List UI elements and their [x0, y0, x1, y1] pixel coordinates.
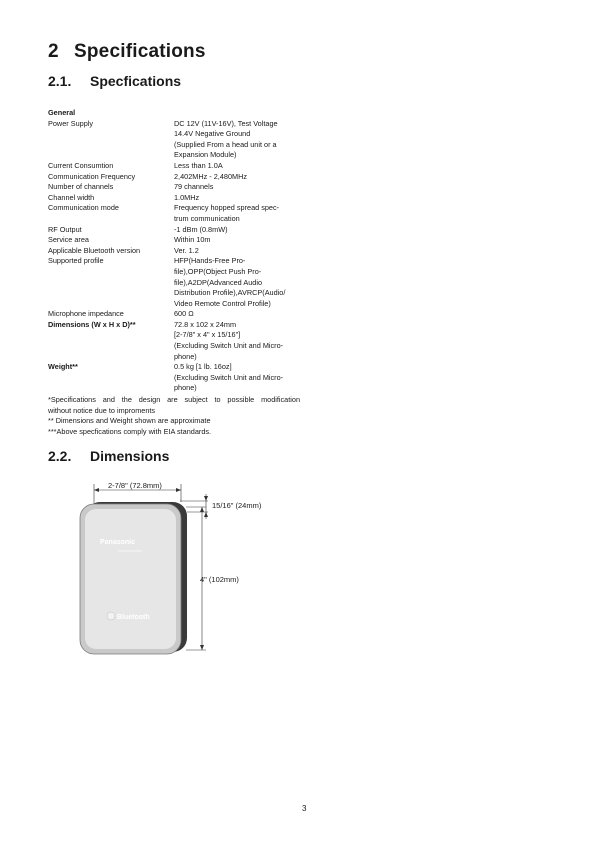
spec-value — [174, 182, 300, 193]
device-illustration — [80, 502, 187, 654]
device-face — [85, 509, 176, 649]
spec-label: Service area — [48, 235, 89, 245]
spec-value — [174, 246, 300, 257]
spec-value-line: Distribution Profile),AVRCP(Audio/ — [174, 288, 286, 298]
spec-label: Number of channels — [48, 182, 114, 192]
section-number: 2.1. — [48, 73, 72, 89]
spec-group-title: General — [48, 108, 76, 117]
spec-value-line: phone) — [174, 383, 197, 393]
spec-value-line: (Excluding Switch Unit and Micro- — [174, 341, 284, 351]
spec-label: RF Output — [48, 224, 82, 234]
spec-row — [48, 309, 300, 320]
spec-value-line: 1.0MHz — [174, 192, 200, 202]
spec-value-line: Less than 1.0A — [174, 160, 223, 170]
spec-value-line: file),OPP(Object Push Pro- — [174, 266, 262, 276]
spec-label: Weight** — [48, 362, 78, 372]
spec-value-line: -1 dBm (0.8mW) — [174, 224, 228, 234]
spec-value-line: file),A2DP(Advanced Audio — [174, 277, 263, 287]
spec-row — [48, 193, 300, 204]
spec-value — [174, 362, 300, 394]
depth-label: 15/16" (24mm) — [212, 501, 262, 510]
bluetooth-logo: Bluetooth — [117, 614, 150, 621]
spec-value — [174, 193, 300, 204]
spec-value-line: 14.4V Negative Ground — [174, 129, 251, 139]
bluetooth-icon — [107, 612, 115, 620]
spec-value — [174, 225, 300, 236]
dimensions-figure — [70, 476, 310, 661]
spec-value-line: trum communication — [174, 213, 240, 223]
spec-note: without notice due to improments — [48, 405, 156, 415]
spec-row — [48, 235, 300, 246]
spec-value — [174, 119, 300, 161]
spec-value-line: 2,402MHz - 2,480MHz — [174, 171, 247, 181]
spec-label: Microphone impedance — [48, 309, 124, 319]
spec-row — [48, 203, 300, 224]
spec-value — [174, 309, 300, 320]
spec-label: Power Supply — [48, 118, 94, 128]
section-number: 2.2. — [48, 448, 72, 464]
spec-row — [48, 119, 300, 161]
spec-label: Applicable Bluetooth version — [48, 245, 141, 255]
spec-value — [174, 172, 300, 183]
spec-label: Supported profile — [48, 256, 104, 266]
depth-dimension — [180, 494, 262, 519]
spec-value-line: (Supplied From a head unit or a — [174, 139, 277, 149]
spec-label: Communication Frequency — [48, 171, 136, 181]
spec-value-line: Ver. 1.2 — [174, 245, 199, 255]
spec-value-line: phone) — [174, 351, 197, 361]
spec-value — [174, 235, 300, 246]
spec-notes — [48, 395, 300, 437]
height-label: 4" (102mm) — [200, 575, 239, 584]
spec-note: *Specifications and the design are subject to possible modification — [48, 395, 300, 405]
spec-row — [48, 256, 300, 309]
spec-value-line: Within 10m — [174, 235, 211, 245]
spec-row — [48, 182, 300, 193]
spec-value-line: Expansion Module) — [174, 150, 237, 160]
width-label: 2-7/8" (72.8mm) — [108, 481, 162, 490]
spec-value-line: DC 12V (11V-16V), Test Voltage — [174, 118, 278, 128]
spec-value-line: [2-7/8" x 4" x 15/16"] — [174, 330, 241, 340]
spec-note: ***Above specfications comply with EIA standards. — [48, 426, 212, 436]
spec-row — [48, 320, 300, 362]
heading-title: Specifications — [74, 41, 206, 62]
spec-value — [174, 320, 300, 362]
spec-note: ** Dimensions and Weight shown are approximate — [48, 416, 211, 426]
spec-value-line: 0.5 kg [1 lb. 16oz] — [174, 362, 232, 372]
spec-value — [174, 256, 300, 309]
spec-label: Dimensions (W x H x D)** — [48, 319, 136, 329]
spec-value-line: Video Remote Control Profile) — [174, 298, 271, 308]
spec-rows — [48, 119, 300, 394]
spec-row — [48, 172, 300, 183]
spec-row — [48, 225, 300, 236]
height-dimension — [186, 507, 239, 650]
spec-value-line: (Excluding Switch Unit and Micro- — [174, 372, 284, 382]
page-heading — [48, 41, 206, 63]
spec-value — [174, 161, 300, 172]
spec-row — [48, 161, 300, 172]
brand-logo: Panasonic — [100, 539, 136, 546]
spec-label: Current Consumtion — [48, 160, 114, 170]
spec-value-line: 79 channels — [174, 182, 214, 192]
section-title: Dimensions — [90, 448, 170, 464]
section-heading-specifications — [48, 73, 181, 89]
spec-value-line: 72.8 x 102 x 24mm — [174, 319, 237, 329]
spec-row — [48, 246, 300, 257]
spec-row — [48, 362, 300, 394]
spec-value — [174, 203, 300, 224]
spec-label: Communication mode — [48, 203, 119, 213]
spec-value-line: Frequency hopped spread spec- — [174, 203, 280, 213]
heading-number: 2 — [48, 41, 59, 62]
section-heading-dimensions — [48, 448, 169, 464]
specifications-table — [48, 108, 300, 437]
spec-label: Channel width — [48, 192, 95, 202]
spec-value-line: HFP(Hands-Free Pro- — [174, 256, 246, 266]
page-number: 3 — [302, 804, 307, 813]
section-title: Specfications — [90, 73, 182, 89]
spec-value-line: 600 Ω — [174, 309, 194, 319]
